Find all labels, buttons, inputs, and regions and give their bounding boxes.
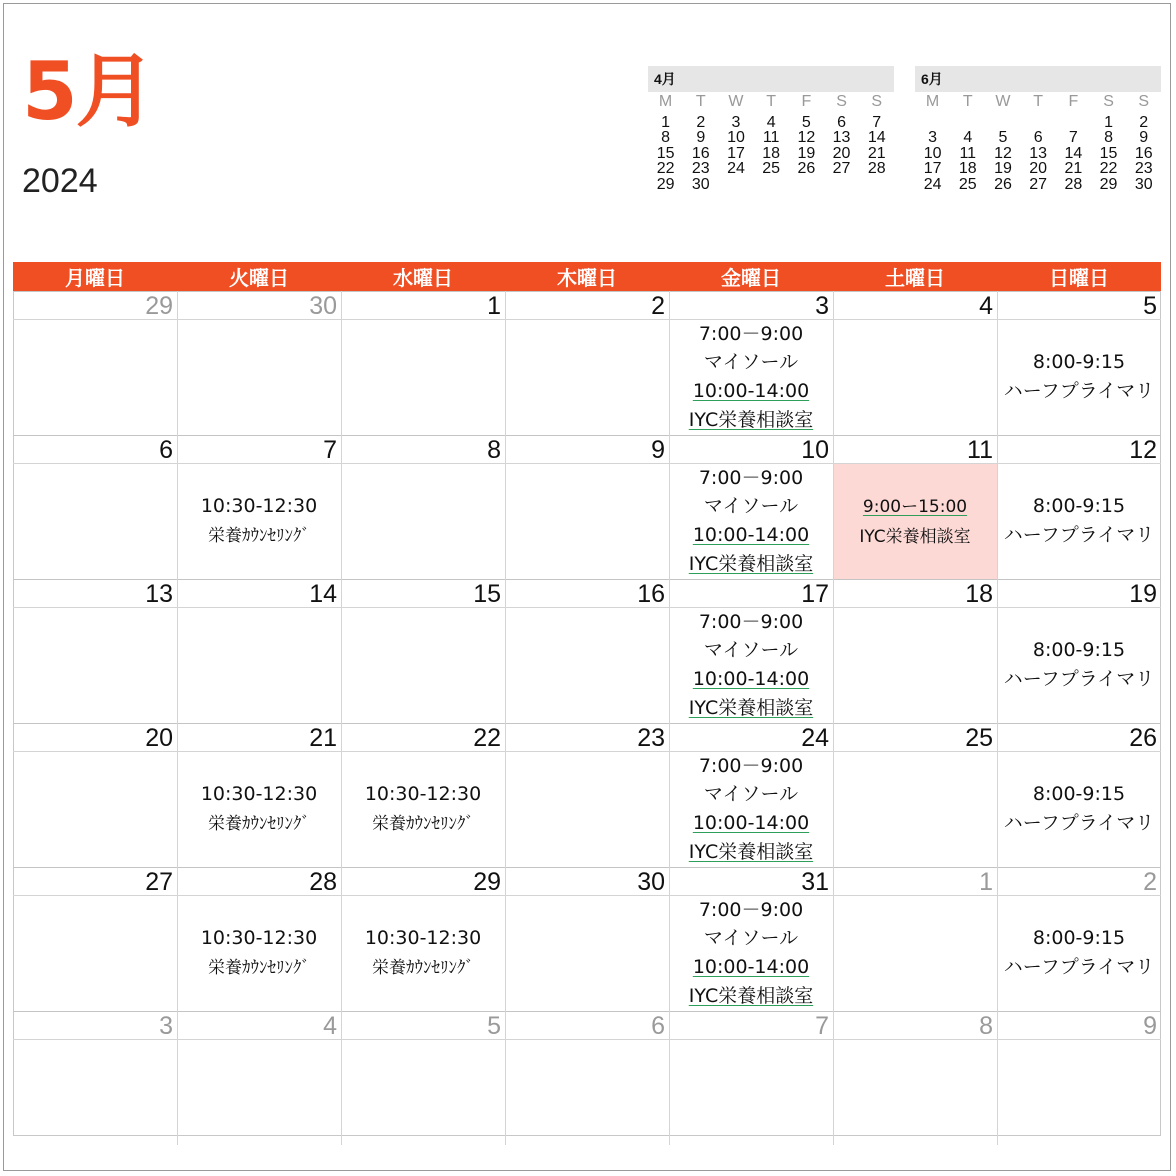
event-text: 7:00－9:00 bbox=[698, 898, 804, 921]
day-number: 21 bbox=[309, 724, 337, 752]
day-number: 15 bbox=[473, 580, 501, 608]
day-number: 8 bbox=[979, 1012, 993, 1040]
event-text: マイソール bbox=[703, 639, 799, 662]
mini-weekday-label: F bbox=[1068, 93, 1079, 110]
mini-calendar-june bbox=[915, 66, 1161, 192]
weekday-label: 金曜日 bbox=[721, 266, 781, 290]
mini-date: 22 bbox=[1099, 160, 1118, 177]
mini-date: 12 bbox=[994, 144, 1012, 162]
event-line bbox=[669, 694, 833, 723]
mini-week-row bbox=[915, 130, 1161, 146]
mini-date: 28 bbox=[867, 160, 886, 177]
day-number: 18 bbox=[965, 580, 993, 608]
event-text: 10:00-14:00 bbox=[692, 379, 810, 402]
mini-date: 30 bbox=[1134, 175, 1153, 193]
day-number: 30 bbox=[637, 868, 665, 896]
mini-date: 21 bbox=[867, 144, 886, 162]
weekday-label: 月曜日 bbox=[65, 266, 125, 290]
day-number: 26 bbox=[1129, 724, 1157, 752]
event-text: 7:00－9:00 bbox=[698, 466, 804, 489]
event-text: 10:00-14:00 bbox=[692, 955, 810, 978]
event-line bbox=[177, 492, 341, 521]
event-line bbox=[997, 953, 1161, 982]
day-number: 2 bbox=[1143, 868, 1157, 896]
event-line bbox=[177, 924, 341, 953]
mini-week-row bbox=[648, 115, 894, 131]
event-text: 10:00-14:00 bbox=[692, 667, 810, 690]
event-text: マイソール bbox=[703, 927, 799, 950]
mini-date: 12 bbox=[797, 129, 816, 146]
event-block[interactable] bbox=[997, 924, 1161, 981]
mini-date: 14 bbox=[1064, 144, 1083, 162]
mini-date: 20 bbox=[1029, 160, 1048, 177]
event-text: 栄養ｶｳﾝｾﾘﾝｸﾞ bbox=[208, 813, 310, 834]
day-number: 1 bbox=[979, 868, 993, 896]
event-text: ハーフプライマリ bbox=[1003, 955, 1155, 978]
mini-calendar-april bbox=[648, 66, 894, 192]
day-number: 6 bbox=[159, 436, 173, 464]
day-number: 2 bbox=[651, 292, 665, 320]
event-line bbox=[177, 780, 341, 809]
event-text: ハーフプライマリ bbox=[1003, 523, 1155, 546]
event-text: マイソール bbox=[703, 783, 799, 806]
event-line bbox=[341, 924, 505, 953]
mini-date: 28 bbox=[1064, 175, 1083, 193]
mini-date bbox=[754, 177, 789, 193]
mini-date: 15 bbox=[656, 144, 675, 162]
mini-date: 26 bbox=[797, 160, 816, 177]
event-text: 8:00-9:15 bbox=[1032, 927, 1126, 950]
mini-week-row bbox=[915, 161, 1161, 177]
event-line bbox=[669, 780, 833, 809]
day-number: 11 bbox=[967, 436, 993, 464]
weekday-label: 土曜日 bbox=[885, 266, 945, 290]
event-line bbox=[669, 665, 833, 694]
day-number: 30 bbox=[309, 292, 337, 320]
event-text: 栄養ｶｳﾝｾﾘﾝｸﾞ bbox=[208, 525, 310, 546]
mini-weekday-label: T bbox=[962, 93, 973, 110]
event-text: 10:00-14:00 bbox=[692, 811, 810, 834]
mini-weekday-label: S bbox=[1103, 93, 1114, 110]
mini-date: 2 bbox=[696, 113, 706, 131]
event-block[interactable] bbox=[177, 780, 341, 838]
day-number: 23 bbox=[637, 724, 665, 752]
mini-date: 3 bbox=[731, 113, 741, 131]
mini-date: 17 bbox=[923, 160, 942, 177]
event-block[interactable] bbox=[669, 752, 833, 866]
mini-calendar-title: 6月 bbox=[915, 66, 1161, 92]
day-number: 19 bbox=[1129, 580, 1157, 608]
mini-date: 18 bbox=[762, 144, 781, 162]
weekday-header bbox=[13, 262, 1161, 291]
event-line bbox=[833, 522, 997, 552]
event-line bbox=[997, 809, 1161, 838]
event-line bbox=[341, 809, 505, 839]
event-block[interactable] bbox=[341, 780, 505, 838]
mini-date: 11 bbox=[959, 144, 977, 162]
event-block[interactable] bbox=[997, 348, 1161, 405]
event-block[interactable] bbox=[669, 608, 833, 722]
day-number: 7 bbox=[815, 1012, 829, 1040]
event-text: 10:30-12:30 bbox=[200, 783, 318, 806]
mini-date bbox=[824, 177, 859, 193]
event-line bbox=[997, 636, 1161, 665]
day-number: 7 bbox=[323, 436, 337, 464]
weekday-label: 水曜日 bbox=[393, 266, 453, 290]
mini-date: 8 bbox=[1104, 129, 1113, 146]
day-number: 31 bbox=[801, 868, 829, 896]
mini-date: 26 bbox=[994, 175, 1012, 193]
mini-weekday-label: S bbox=[836, 93, 847, 110]
mini-date: 3 bbox=[928, 129, 938, 146]
mini-date: 2 bbox=[1139, 113, 1149, 131]
mini-date: 23 bbox=[691, 160, 710, 177]
mini-date: 19 bbox=[994, 160, 1012, 177]
event-block[interactable] bbox=[669, 896, 833, 1010]
year-label: 2024 bbox=[22, 162, 98, 200]
mini-week-row bbox=[648, 146, 894, 162]
mini-date bbox=[1021, 115, 1056, 131]
event-text: 10:00-14:00 bbox=[692, 523, 810, 546]
event-text: 8:00-9:15 bbox=[1032, 495, 1126, 518]
mini-date: 7 bbox=[872, 113, 882, 131]
event-line bbox=[669, 896, 833, 925]
day-number: 3 bbox=[815, 292, 829, 320]
event-text: 栄養ｶｳﾝｾﾘﾝｸﾞ bbox=[372, 813, 474, 834]
mini-date: 10 bbox=[923, 144, 942, 162]
day-number: 4 bbox=[323, 1012, 337, 1040]
event-block[interactable] bbox=[341, 924, 505, 982]
day-number: 5 bbox=[487, 1012, 501, 1040]
event-text: ハーフプライマリ bbox=[1003, 667, 1155, 690]
event-text: IYC栄養相談室 bbox=[688, 840, 814, 863]
event-line bbox=[669, 809, 833, 838]
day-number: 29 bbox=[473, 868, 501, 896]
mini-date: 24 bbox=[727, 160, 745, 177]
day-number: 17 bbox=[801, 580, 829, 608]
mini-date: 29 bbox=[1099, 175, 1118, 193]
event-text: 栄養ｶｳﾝｾﾘﾝｸﾞ bbox=[372, 957, 474, 978]
event-text: 栄養ｶｳﾝｾﾘﾝｸﾞ bbox=[208, 957, 310, 978]
event-text: 9:00ー15:00 bbox=[862, 497, 968, 518]
mini-date bbox=[718, 177, 753, 193]
event-block[interactable] bbox=[833, 492, 997, 551]
event-line bbox=[669, 752, 833, 781]
event-line bbox=[669, 320, 833, 349]
mini-date: 29 bbox=[656, 175, 675, 193]
event-text: 10:30-12:30 bbox=[364, 783, 482, 806]
mini-date: 19 bbox=[797, 144, 816, 162]
event-text: マイソール bbox=[703, 351, 799, 374]
mini-week-row bbox=[915, 177, 1161, 193]
mini-week-row bbox=[648, 161, 894, 177]
event-text: 7:00－9:00 bbox=[698, 610, 804, 633]
weekday-label: 日曜日 bbox=[1049, 266, 1109, 290]
event-line bbox=[669, 406, 833, 435]
weekday-label: 火曜日 bbox=[229, 266, 289, 290]
event-line bbox=[669, 550, 833, 579]
mini-date: 17 bbox=[727, 144, 745, 162]
day-number: 9 bbox=[1143, 1012, 1157, 1040]
mini-week-row bbox=[915, 115, 1161, 131]
mini-weekday-label: S bbox=[1138, 93, 1150, 110]
mini-date: 1 bbox=[1104, 113, 1113, 131]
day-number: 4 bbox=[979, 292, 993, 320]
event-line bbox=[669, 636, 833, 665]
event-text: 10:30-12:30 bbox=[364, 927, 482, 950]
mini-week-row bbox=[648, 130, 894, 146]
mini-date bbox=[859, 177, 894, 193]
day-number: 3 bbox=[159, 1012, 173, 1040]
mini-weekday-label: W bbox=[995, 93, 1011, 110]
event-block[interactable] bbox=[997, 492, 1161, 549]
day-number: 22 bbox=[473, 724, 501, 752]
day-number: 24 bbox=[801, 724, 829, 752]
event-text: IYC栄養相談室 bbox=[688, 696, 814, 719]
mini-date: 24 bbox=[923, 175, 942, 193]
mini-date: 25 bbox=[958, 175, 977, 193]
mini-date: 30 bbox=[691, 175, 710, 193]
mini-weekday-label: T bbox=[695, 93, 706, 110]
day-number: 6 bbox=[651, 1012, 665, 1040]
event-line bbox=[669, 982, 833, 1011]
day-number: 16 bbox=[637, 580, 665, 608]
mini-date: 9 bbox=[1139, 129, 1149, 146]
mini-date bbox=[789, 177, 824, 193]
mini-weekday-row bbox=[648, 94, 894, 110]
event-text: 8:00-9:15 bbox=[1032, 351, 1126, 374]
mini-date: 16 bbox=[1134, 144, 1153, 162]
event-text: IYC栄養相談室 bbox=[688, 984, 814, 1007]
mini-date: 6 bbox=[1033, 129, 1043, 146]
event-line bbox=[669, 348, 833, 377]
mini-date bbox=[1056, 115, 1091, 131]
mini-weekday-label: M bbox=[658, 93, 673, 110]
event-block[interactable] bbox=[669, 320, 833, 434]
event-line bbox=[669, 492, 833, 521]
event-text: ハーフプライマリ bbox=[1003, 811, 1155, 834]
mini-date: 14 bbox=[867, 129, 886, 146]
event-line bbox=[997, 665, 1161, 694]
event-text: IYC栄養相談室 bbox=[688, 408, 814, 431]
day-number: 9 bbox=[651, 436, 665, 464]
event-line bbox=[669, 464, 833, 493]
mini-date: 15 bbox=[1099, 144, 1118, 162]
event-text: マイソール bbox=[703, 495, 799, 518]
mini-date: 1 bbox=[661, 113, 671, 131]
mini-weekday-label: W bbox=[728, 93, 744, 110]
mini-date: 11 bbox=[762, 129, 780, 146]
event-line bbox=[341, 953, 505, 983]
event-line bbox=[669, 838, 833, 867]
mini-date: 4 bbox=[766, 113, 776, 131]
mini-week-row bbox=[648, 177, 894, 193]
mini-date: 22 bbox=[656, 160, 675, 177]
day-number: 25 bbox=[965, 724, 993, 752]
event-line bbox=[669, 953, 833, 982]
mini-date: 7 bbox=[1068, 129, 1078, 146]
event-block[interactable] bbox=[997, 636, 1161, 693]
event-text: IYC栄養相談室 bbox=[688, 552, 814, 575]
weekday-label: 木曜日 bbox=[557, 266, 617, 290]
mini-date: 5 bbox=[998, 129, 1008, 146]
mini-weekday-row bbox=[915, 94, 1161, 110]
event-line bbox=[177, 521, 341, 551]
mini-weekday-label: F bbox=[801, 93, 812, 110]
mini-date: 27 bbox=[1029, 175, 1048, 193]
day-number: 27 bbox=[145, 868, 173, 896]
mini-date: 6 bbox=[837, 113, 846, 131]
event-text: 7:00－9:00 bbox=[698, 754, 804, 777]
mini-date: 27 bbox=[832, 160, 851, 177]
event-line bbox=[997, 377, 1161, 406]
mini-date: 16 bbox=[691, 144, 710, 162]
mini-date: 10 bbox=[727, 129, 745, 146]
day-number: 8 bbox=[487, 436, 501, 464]
event-text: 10:30-12:30 bbox=[200, 495, 318, 518]
event-line bbox=[997, 924, 1161, 953]
event-line bbox=[997, 348, 1161, 377]
mini-weekday-label: T bbox=[766, 93, 777, 110]
day-number: 1 bbox=[487, 292, 501, 320]
event-text: ハーフプライマリ bbox=[1003, 379, 1155, 402]
event-line bbox=[669, 924, 833, 953]
event-block[interactable] bbox=[177, 924, 341, 982]
event-text: 8:00-9:15 bbox=[1032, 639, 1126, 662]
day-number: 13 bbox=[145, 580, 173, 608]
event-text: 8:00-9:15 bbox=[1032, 783, 1126, 806]
mini-weekday-label: T bbox=[1033, 93, 1044, 110]
day-number: 29 bbox=[145, 292, 173, 320]
day-number: 20 bbox=[145, 724, 173, 752]
mini-date: 20 bbox=[832, 144, 851, 162]
mini-date: 18 bbox=[958, 160, 977, 177]
mini-date: 23 bbox=[1134, 160, 1153, 177]
event-line bbox=[341, 780, 505, 809]
mini-date bbox=[915, 115, 950, 131]
event-line bbox=[997, 521, 1161, 550]
event-line bbox=[177, 953, 341, 983]
mini-week-row bbox=[915, 146, 1161, 162]
event-block[interactable] bbox=[177, 492, 341, 550]
event-text: 10:30-12:30 bbox=[200, 927, 318, 950]
event-line bbox=[997, 492, 1161, 521]
day-number: 28 bbox=[309, 868, 337, 896]
event-line bbox=[833, 492, 997, 522]
mini-date: 8 bbox=[661, 129, 671, 146]
event-block[interactable] bbox=[997, 780, 1161, 837]
day-number: 12 bbox=[1129, 436, 1157, 464]
event-text: 7:00－9:00 bbox=[698, 322, 804, 345]
mini-weekday-label: S bbox=[871, 93, 883, 110]
month-grid bbox=[13, 262, 1161, 1136]
mini-date: 4 bbox=[963, 129, 973, 146]
mini-date: 5 bbox=[801, 113, 811, 131]
event-line bbox=[997, 780, 1161, 809]
mini-weekday-label: M bbox=[925, 93, 940, 110]
mini-calendar-title: 4月 bbox=[648, 66, 894, 92]
day-number: 14 bbox=[309, 580, 337, 608]
mini-date: 25 bbox=[762, 160, 781, 177]
event-line bbox=[669, 377, 833, 406]
event-line bbox=[669, 521, 833, 550]
month-title: 5月 bbox=[22, 45, 154, 138]
event-line bbox=[669, 608, 833, 637]
mini-date: 13 bbox=[832, 129, 851, 146]
mini-date bbox=[950, 115, 985, 131]
event-text: IYC栄養相談室 bbox=[859, 526, 971, 547]
mini-date bbox=[985, 115, 1020, 131]
event-line bbox=[177, 809, 341, 839]
mini-date: 13 bbox=[1029, 144, 1048, 162]
day-number: 10 bbox=[801, 436, 829, 464]
mini-date: 21 bbox=[1064, 160, 1083, 177]
day-number: 5 bbox=[1143, 292, 1157, 320]
mini-date: 9 bbox=[696, 129, 706, 146]
event-block[interactable] bbox=[669, 464, 833, 578]
